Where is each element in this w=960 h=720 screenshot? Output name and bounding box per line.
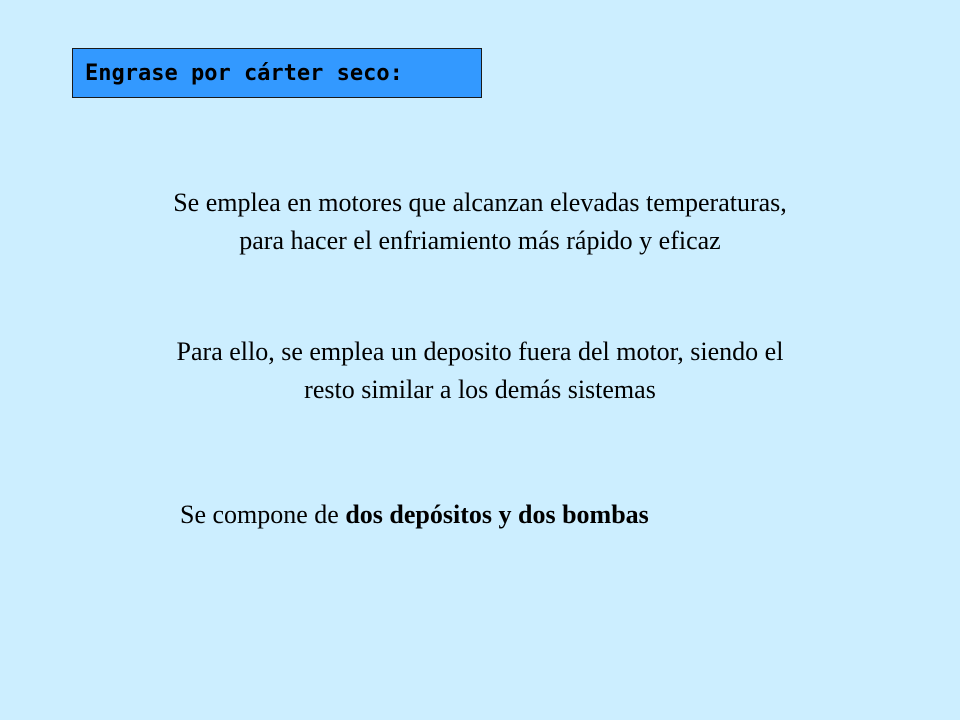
paragraph-method-line-2: resto similar a los demás sistemas — [304, 375, 656, 404]
paragraph-method-line-1: Para ello, se emplea un deposito fuera del motor, siendo el — [176, 337, 784, 366]
paragraph-usage — [0, 184, 960, 260]
paragraph-composition-text: Se compone de — [180, 500, 346, 529]
paragraph-method — [0, 333, 960, 409]
paragraph-composition — [180, 496, 649, 534]
paragraph-usage-line-1: Se emplea en motores que alcanzan elevadas temperaturas, — [173, 188, 787, 217]
paragraph-composition-emphasis: dos depósitos y dos bombas — [345, 500, 649, 529]
title-box — [72, 48, 482, 98]
slide-title: Engrase por cárter seco: — [85, 60, 403, 86]
paragraph-usage-line-2: para hacer el enfriamiento más rápido y eficaz — [239, 226, 721, 255]
